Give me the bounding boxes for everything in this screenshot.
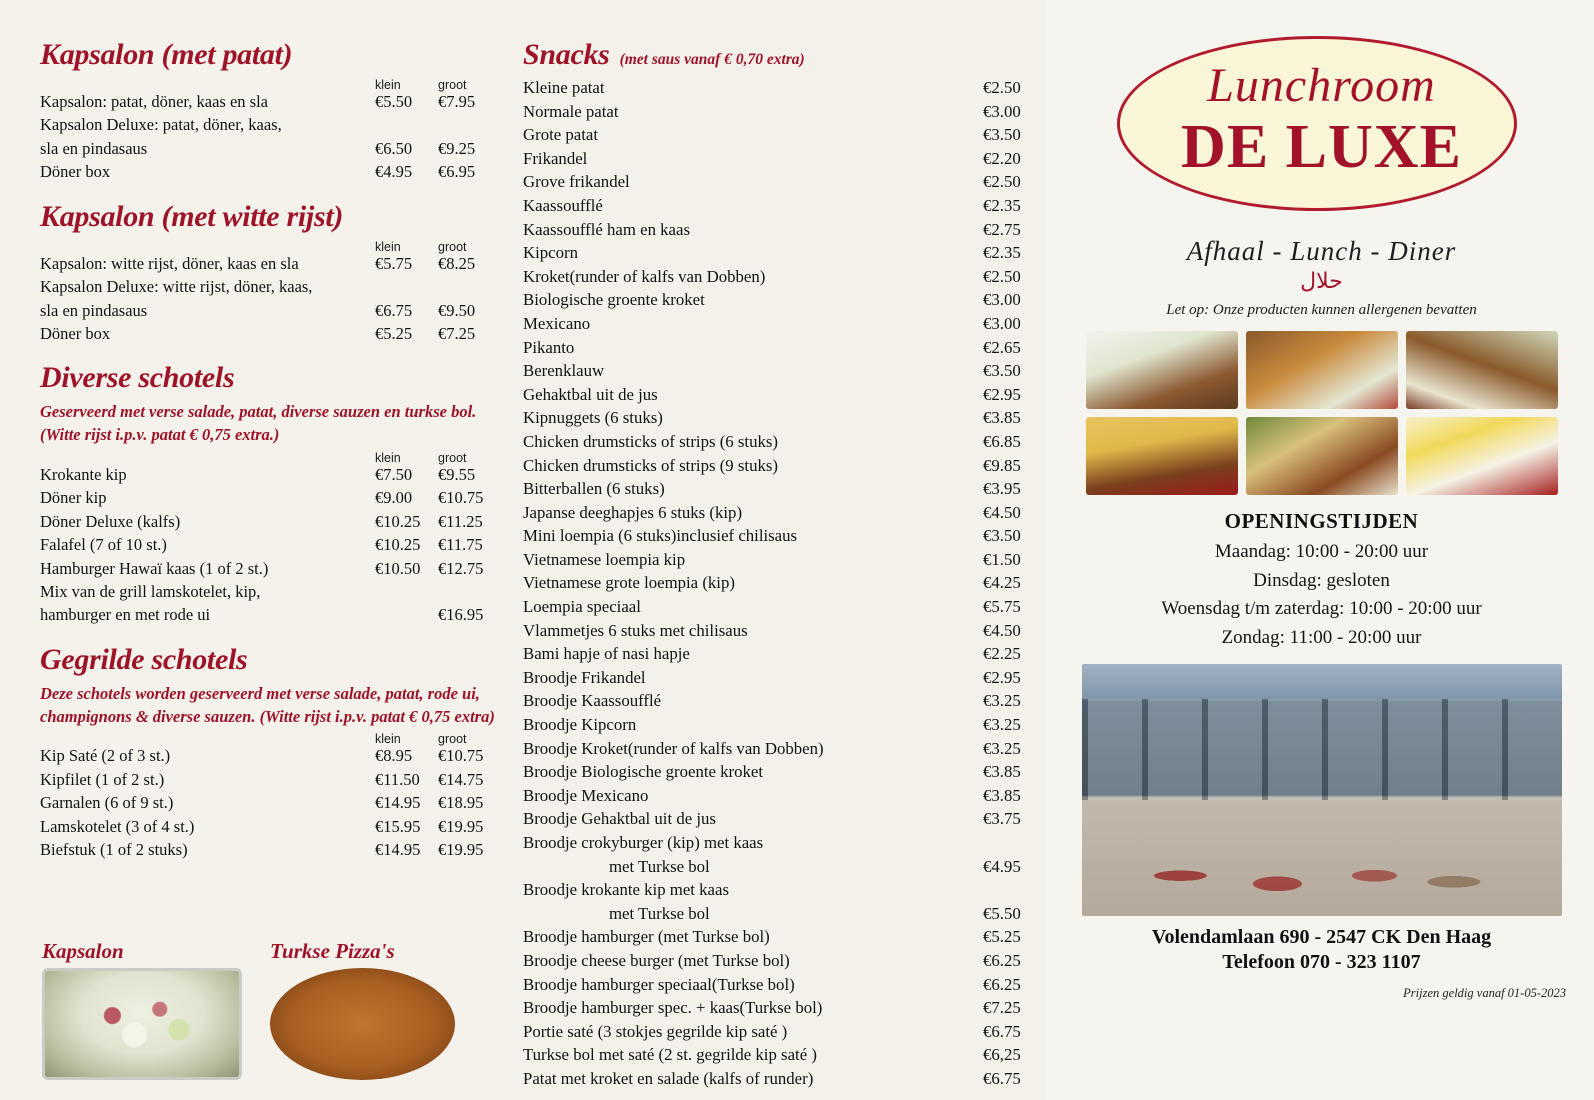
item-name: Falafel (7 of 10 st.) (40, 535, 167, 555)
item-price-klein: €4.95 (375, 162, 413, 182)
item-name: Krokante kip (40, 464, 127, 484)
menu-row (40, 299, 505, 322)
item-name: Kapsalon Deluxe: patat, döner, kaas, (40, 115, 282, 135)
item-price-groot: €9.55 (438, 464, 476, 484)
item-name: sla en pindasaus (40, 138, 148, 158)
menu-row (40, 838, 505, 861)
item-price: €4.50 (983, 620, 1021, 640)
item-price: €3.25 (983, 715, 1021, 735)
item-price: €2.95 (983, 667, 1021, 687)
item-price-groot: €18.95 (438, 793, 484, 813)
item-name: Biefstuk (1 of 2 stuks) (40, 840, 188, 860)
item-price: €6.25 (983, 974, 1021, 994)
menu-row (523, 406, 1045, 430)
item-name: Kroket(runder of kalfs van Dobben) (523, 266, 766, 286)
menu-row (523, 477, 1045, 501)
item-price: €6,25 (983, 1045, 1021, 1065)
phone-line: Telefoon 070 - 323 1107 (1222, 951, 1421, 973)
item-name: Vietnamese loempia kip (523, 549, 686, 569)
item-name: Biologische groente kroket (523, 290, 705, 310)
item-price-groot: €10.75 (438, 488, 484, 508)
menu-row (523, 241, 1045, 265)
menu-row (523, 902, 1045, 926)
storefront-photo (1082, 664, 1562, 916)
item-price-klein: €5.25 (375, 323, 413, 343)
item-name: Döner box (40, 162, 111, 182)
menu-row (40, 160, 505, 183)
section-title-kapsalon-patat: Kapsalon (met patat) (40, 38, 293, 71)
photo-kapsalon (42, 939, 242, 1080)
menu-row (523, 383, 1045, 407)
menu-row (523, 218, 1045, 242)
item-name: Pikanto (523, 337, 575, 357)
restaurant-logo (1087, 28, 1557, 228)
item-price-groot: €19.95 (438, 840, 484, 860)
menu-list-snacks (523, 76, 1045, 1091)
col-header-groot: groot (438, 732, 467, 747)
item-price: €3.50 (983, 361, 1021, 381)
item-price: €2.50 (983, 172, 1021, 192)
menu-row (523, 100, 1045, 124)
opening-hours-monday: Maandag: 10:00 - 20:00 uur (1214, 541, 1429, 562)
food-photo-3 (1406, 331, 1558, 409)
menu-list-gegrilde-schotels (40, 744, 505, 861)
item-name: Broodje Gehaktbal uit de jus (523, 809, 716, 829)
menu-row (523, 1020, 1045, 1044)
item-price: €3.00 (983, 313, 1021, 333)
logo-line-lunchroom: Lunchroom (1207, 59, 1436, 112)
item-name: Broodje Kaassoufflé (523, 691, 662, 711)
logo-subtitle: Afhaal - Lunch - Diner (1186, 236, 1457, 266)
item-price-klein: €11.50 (375, 769, 420, 789)
item-price: €4.95 (983, 856, 1021, 876)
section-note-gegrilde-schotels: Deze schotels worden geserveerd met verse salade, patat, rode ui, champignons & diverse sauzen. (Witte rijst i.p.v. patat € 0,75 extra) (40, 683, 495, 726)
menu-row (40, 533, 505, 556)
item-price: €2.50 (983, 78, 1021, 97)
item-price: €3.75 (983, 809, 1021, 829)
item-name: Frikandel (523, 148, 588, 168)
item-name: hamburger en met rode ui (40, 605, 211, 625)
item-price: €9.85 (983, 455, 1021, 475)
item-price-klein: €8.95 (375, 746, 413, 766)
item-name: Patat met kroket en salade (kalfs of runder) (523, 1068, 814, 1088)
item-name: Mexicano (523, 313, 591, 333)
item-price: €3.25 (983, 738, 1021, 758)
menu-row (523, 265, 1045, 289)
item-price: €3.50 (983, 526, 1021, 546)
opening-hours-wed-sat: Woensdag t/m zaterdag: 10:00 - 20:00 uur (1161, 598, 1482, 619)
food-photo-2 (1246, 331, 1398, 409)
menu-row (523, 147, 1045, 171)
item-name: Broodje crokyburger (kip) met kaas (523, 833, 764, 852)
food-photo-1 (1086, 331, 1238, 409)
menu-row (40, 603, 505, 626)
menu-row (523, 831, 1045, 855)
menu-row (523, 878, 1045, 902)
item-price-klein: €5.50 (375, 92, 413, 111)
item-price-groot: €16.95 (438, 605, 484, 625)
item-name: Japanse deeghapjes 6 stuks (kip) (523, 502, 743, 522)
menu-row (523, 501, 1045, 525)
item-price-groot: €11.75 (438, 535, 483, 555)
menu-row (523, 454, 1045, 478)
menu-row (523, 571, 1045, 595)
item-price: €1.50 (983, 549, 1021, 569)
item-name: Kipnuggets (6 stuks) (523, 408, 663, 428)
item-name: Turkse bol met saté (2 st. gegrilde kip saté ) (523, 1045, 817, 1065)
menu-row (40, 113, 505, 136)
menu-row (40, 557, 505, 580)
menu-row (40, 791, 505, 814)
menu-row (40, 252, 505, 275)
item-price: €2.35 (983, 243, 1021, 263)
item-price-groot: €19.95 (438, 816, 484, 836)
item-price: €6.75 (983, 1021, 1021, 1041)
item-price: €2.35 (983, 195, 1021, 215)
item-price-klein: €10.25 (375, 511, 421, 531)
menu-row (523, 737, 1045, 761)
item-name: Vlammetjes 6 stuks met chilisaus (523, 620, 748, 640)
section-title-diverse-schotels: Diverse schotels (40, 361, 235, 395)
item-name: Bami hapje of nasi hapje (523, 644, 690, 664)
menu-row (523, 855, 1045, 879)
menu-row (40, 744, 505, 767)
item-price: €6.25 (983, 950, 1021, 970)
menu-row (523, 949, 1045, 973)
opening-hours-tuesday: Dinsdag: gesloten (1253, 569, 1390, 591)
menu-row (523, 123, 1045, 147)
menu-row (40, 322, 505, 345)
item-price: €3.25 (983, 691, 1021, 711)
item-name: Bitterballen (6 stuks) (523, 479, 665, 499)
opening-hours-title: OPENINGSTIJDEN (1224, 509, 1419, 533)
item-name: Gehaktbal uit de jus (523, 384, 658, 404)
menu-row (523, 595, 1045, 619)
item-name: Grove frikandel (523, 172, 630, 192)
item-price-groot: €10.75 (438, 746, 484, 766)
photo-turkse-pizza (270, 939, 455, 1080)
item-price: €3.50 (983, 125, 1021, 145)
item-price: €2.65 (983, 337, 1021, 357)
food-photo-4 (1086, 417, 1238, 495)
food-photo-row-bottom (1082, 417, 1562, 495)
item-name: Döner kip (40, 488, 107, 508)
item-price: €2.75 (983, 219, 1021, 239)
menu-row (523, 194, 1045, 218)
item-price: €3.85 (983, 785, 1021, 805)
item-name: sla en pindasaus (40, 300, 148, 320)
item-price-klein: €10.25 (375, 535, 421, 555)
menu-row (40, 137, 505, 160)
menu-list-diverse-schotels (40, 463, 505, 627)
item-name: Broodje Kipcorn (523, 715, 637, 735)
col-header-groot: groot (438, 78, 467, 92)
item-name: Broodje hamburger (met Turkse bol) (523, 927, 770, 947)
menu-row (523, 760, 1045, 784)
item-name: Broodje Kroket(runder of kalfs van Dobben) (523, 738, 824, 758)
item-name: Döner Deluxe (kalfs) (40, 511, 181, 531)
item-price: €3.00 (983, 290, 1021, 310)
photo-caption-kapsalon: Kapsalon (42, 939, 124, 963)
item-name: Vietnamese grote loempia (kip) (523, 573, 735, 593)
item-price-groot: €7.95 (438, 92, 476, 111)
item-name: Garnalen (6 of 9 st.) (40, 793, 174, 813)
section-title-gegrilde-schotels: Gegrilde schotels (40, 642, 248, 676)
item-name: Hamburger Hawaï kaas (1 of 2 st.) (40, 558, 269, 578)
middle-panel (505, 0, 1045, 1100)
food-photo-5 (1246, 417, 1398, 495)
menu-row (523, 784, 1045, 808)
logo-line-de-luxe: DE LUXE (1181, 113, 1462, 181)
item-price: €5.25 (983, 927, 1021, 947)
item-price: €5.75 (983, 597, 1021, 617)
item-price-groot: €8.25 (438, 253, 476, 273)
menu-row (523, 359, 1045, 383)
snacks-header (523, 38, 1045, 72)
price-validity-note: Prijzen geldig vanaf 01-05-2023 (1403, 986, 1566, 1000)
menu-row (523, 548, 1045, 572)
item-price: €7.25 (983, 998, 1021, 1018)
menu-row (523, 619, 1045, 643)
left-panel (0, 0, 505, 1100)
section-title-kapsalon-rijst: Kapsalon (met witte rijst) (40, 199, 344, 233)
photo-caption-turkse-pizza: Turkse Pizza's (270, 939, 395, 963)
item-price: €4.25 (983, 573, 1021, 593)
col-header-klein: klein (375, 732, 401, 747)
item-name: Chicken drumsticks of strips (6 stuks) (523, 431, 778, 451)
menu-row (40, 275, 505, 298)
item-name: Berenklauw (523, 361, 605, 381)
item-price-klein: €7.50 (375, 464, 413, 484)
item-name: Loempia speciaal (523, 597, 641, 617)
item-name: Kip Saté (2 of 3 st.) (40, 746, 171, 766)
item-price: €2.25 (983, 644, 1021, 664)
turkse-pizza-photo-image (270, 968, 455, 1080)
item-price: €6.75 (983, 1068, 1021, 1088)
item-price-klein: €9.00 (375, 488, 413, 508)
item-name: Kapsalon: patat, döner, kaas en sla (40, 92, 268, 111)
item-price: €2.50 (983, 266, 1021, 286)
menu-row (40, 768, 505, 791)
item-name: Mix van de grill lamskotelet, kip, (40, 582, 261, 602)
item-price-groot: €6.95 (438, 162, 476, 182)
section-title-snacks: Snacks (523, 38, 610, 71)
item-name: Grote patat (523, 125, 599, 145)
address-line: Volendamlaan 690 - 2547 CK Den Haag (1151, 926, 1492, 948)
item-name: Broodje hamburger spec. + kaas(Turkse bol) (523, 998, 823, 1018)
section-note-diverse-schotels: Geserveerd met verse salade, patat, diverse sauzen en turkse bol. (Witte rijst i.p.v. patat € 0,75 extra.) (40, 402, 477, 445)
kapsalon-photo-image (42, 968, 242, 1080)
menu-row (523, 807, 1045, 831)
menu-row (523, 642, 1045, 666)
item-name: Kipfilet (1 of 2 st.) (40, 769, 165, 789)
item-price-klein: €6.50 (375, 138, 413, 158)
item-price: €3.85 (983, 762, 1021, 782)
menu-row (523, 1043, 1045, 1067)
menu-row (523, 925, 1045, 949)
snacks-sauce-note: (met saus vanaf € 0,70 extra) (619, 51, 805, 68)
menu-row (523, 713, 1045, 737)
item-price-klein: €14.95 (375, 793, 421, 813)
item-price: €5.50 (983, 903, 1021, 923)
item-name: Kleine patat (523, 78, 605, 97)
item-price-groot: €11.25 (438, 511, 483, 531)
col-header-klein: klein (375, 450, 401, 465)
item-price: €4.50 (983, 502, 1021, 522)
col-header-groot: groot (438, 450, 467, 465)
item-name: Normale patat (523, 101, 619, 121)
item-price-klein: €6.75 (375, 300, 413, 320)
item-name: Lamskotelet (3 of 4 st.) (40, 816, 195, 836)
item-price-klein: €15.95 (375, 816, 421, 836)
menu-row (523, 524, 1045, 548)
item-name: Portie saté (3 stokjes gegrilde kip saté ) (523, 1021, 788, 1041)
menu-row (523, 76, 1045, 100)
menu-row (523, 1067, 1045, 1091)
item-name: Kaassoufflé ham en kaas (523, 219, 690, 239)
menu-list-kapsalon-rijst (40, 252, 505, 346)
item-price-groot: €14.75 (438, 769, 484, 789)
menu-row (40, 90, 505, 113)
item-name: met Turkse bol (609, 903, 710, 923)
menu-row (523, 430, 1045, 454)
item-price: €3.85 (983, 408, 1021, 428)
item-price-groot: €9.25 (438, 138, 476, 158)
item-name: met Turkse bol (609, 856, 710, 876)
item-name: Broodje hamburger speciaal(Turkse bol) (523, 974, 795, 994)
right-panel (1045, 0, 1594, 1100)
item-price-groot: €12.75 (438, 558, 484, 578)
col-header-groot: groot (438, 239, 467, 254)
menu-list-kapsalon-patat (40, 90, 505, 184)
opening-hours-sunday: Zondag: 11:00 - 20:00 uur (1221, 626, 1422, 648)
menu-row (40, 463, 505, 486)
item-name: Kipcorn (523, 243, 578, 263)
menu-row (523, 170, 1045, 194)
col-header-klein: klein (375, 78, 401, 92)
menu-row (40, 510, 505, 533)
item-name: Mini loempia (6 stuks)inclusief chilisaus (523, 526, 798, 546)
item-price: €2.20 (983, 148, 1021, 168)
menu-row (523, 973, 1045, 997)
item-name: Chicken drumsticks of strips (9 stuks) (523, 455, 778, 475)
item-name: Broodje krokante kip met kaas (523, 880, 729, 900)
item-name: Broodje Frikandel (523, 667, 646, 687)
menu-row (523, 996, 1045, 1020)
col-header-klein: klein (375, 239, 401, 254)
halal-arabic-text: حلال (1300, 269, 1343, 294)
item-price-groot: €9.50 (438, 300, 476, 320)
item-name: Kapsalon Deluxe: witte rijst, döner, kaas, (40, 277, 313, 297)
menu-row (40, 815, 505, 838)
item-price-klein: €14.95 (375, 840, 421, 860)
food-photo-gallery (1082, 331, 1562, 495)
food-photo-6 (1406, 417, 1558, 495)
menu-row (523, 312, 1045, 336)
menu-row (523, 689, 1045, 713)
item-price: €3.00 (983, 101, 1021, 121)
item-name: Broodje cheese burger (met Turkse bol) (523, 950, 790, 970)
menu-row (40, 486, 505, 509)
food-photo-row-top (1082, 331, 1562, 409)
menu-row (523, 288, 1045, 312)
item-price: €6.85 (983, 431, 1021, 451)
menu-row (523, 666, 1045, 690)
item-price-klein: €5.75 (375, 253, 413, 273)
item-name: Döner box (40, 323, 111, 343)
item-price-klein: €10.50 (375, 558, 421, 578)
menu-row (523, 336, 1045, 360)
item-name: Kaassoufflé (523, 195, 603, 215)
item-price-groot: €7.25 (438, 323, 476, 343)
item-name: Broodje Mexicano (523, 785, 649, 805)
item-name: Kapsalon: witte rijst, döner, kaas en sla (40, 253, 299, 273)
left-photo-gallery (42, 939, 455, 1080)
menu-row (40, 580, 505, 603)
allergen-note: Let op: Onze producten kunnen allergenen bevatten (1166, 302, 1477, 318)
item-name: Broodje Biologische groente kroket (523, 762, 764, 782)
item-price: €3.95 (983, 479, 1021, 499)
item-price: €2.95 (983, 384, 1021, 404)
